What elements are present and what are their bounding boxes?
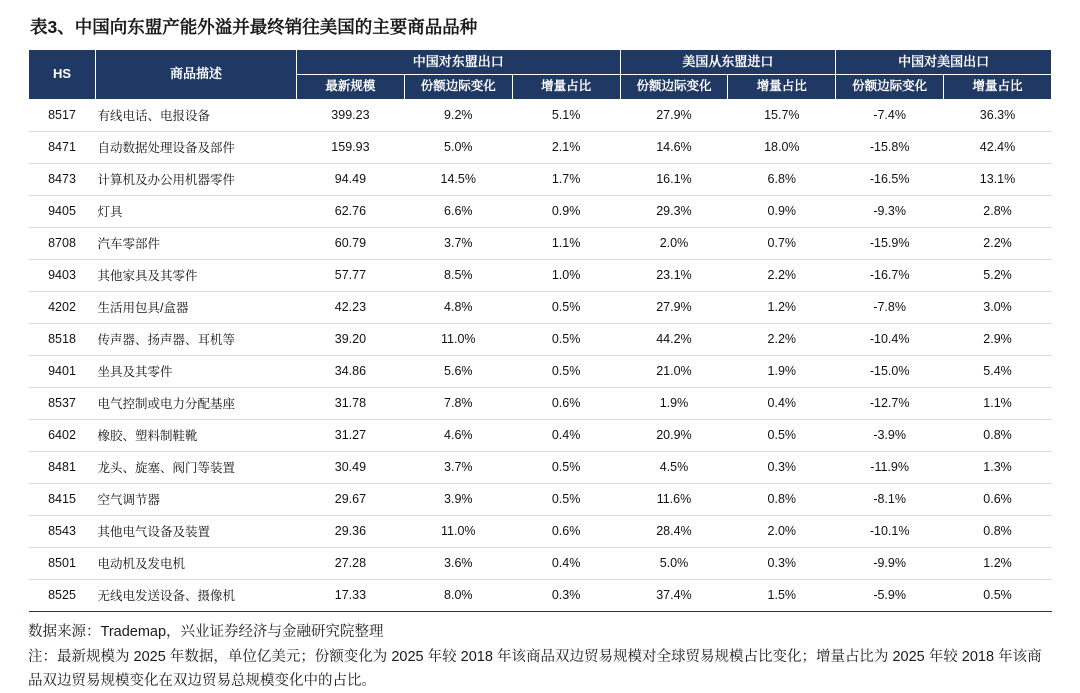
cell-increment-share-1: 0.4%: [512, 547, 620, 579]
table-row: [29, 483, 1052, 515]
cell-share-change-2: 23.1%: [620, 259, 728, 291]
cell-latest-scale: 34.86: [297, 355, 405, 387]
cell-hs: 9405: [29, 195, 96, 227]
cell-share-change-1: 11.0%: [404, 515, 512, 547]
cell-increment-share-3: 42.4%: [944, 131, 1052, 163]
main-data-table: [28, 49, 1052, 612]
table-row: [29, 227, 1052, 259]
cell-share-change-1: 8.0%: [404, 579, 512, 611]
cell-increment-share-2: 0.5%: [728, 419, 836, 451]
group-header-us-from-asean: 美国从东盟进口: [620, 50, 836, 75]
cell-share-change-2: 2.0%: [620, 227, 728, 259]
cell-share-change-3: -16.7%: [836, 259, 944, 291]
cell-increment-share-2: 2.0%: [728, 515, 836, 547]
cell-increment-share-2: 0.7%: [728, 227, 836, 259]
subheader-increment-share-3: 增量占比: [944, 75, 1052, 100]
cell-increment-share-3: 2.8%: [944, 195, 1052, 227]
cell-increment-share-3: 0.6%: [944, 483, 1052, 515]
cell-latest-scale: 57.77: [297, 259, 405, 291]
table-row: [29, 323, 1052, 355]
cell-share-change-3: -10.4%: [836, 323, 944, 355]
cell-increment-share-2: 1.5%: [728, 579, 836, 611]
cell-share-change-3: -12.7%: [836, 387, 944, 419]
cell-increment-share-3: 1.3%: [944, 451, 1052, 483]
cell-share-change-2: 29.3%: [620, 195, 728, 227]
cell-share-change-3: -5.9%: [836, 579, 944, 611]
cell-description: 计算机及办公用机器零件: [96, 163, 297, 195]
cell-share-change-2: 14.6%: [620, 131, 728, 163]
cell-description: 电动机及发电机: [96, 547, 297, 579]
table-row: [29, 131, 1052, 163]
cell-share-change-2: 28.4%: [620, 515, 728, 547]
cell-share-change-3: -8.1%: [836, 483, 944, 515]
table-row: [29, 387, 1052, 419]
cell-share-change-2: 11.6%: [620, 483, 728, 515]
cell-description: 汽车零部件: [96, 227, 297, 259]
cell-share-change-1: 3.7%: [404, 451, 512, 483]
cell-increment-share-1: 0.5%: [512, 451, 620, 483]
cell-increment-share-1: 0.3%: [512, 579, 620, 611]
page-title: 表3、中国向东盟产能外溢并最终销往美国的主要商品品种: [30, 17, 478, 37]
cell-increment-share-1: 0.4%: [512, 419, 620, 451]
cell-share-change-3: -9.3%: [836, 195, 944, 227]
cell-hs: 6402: [29, 419, 96, 451]
cell-share-change-2: 44.2%: [620, 323, 728, 355]
cell-increment-share-1: 2.1%: [512, 131, 620, 163]
cell-increment-share-1: 0.5%: [512, 483, 620, 515]
cell-latest-scale: 94.49: [297, 163, 405, 195]
cell-hs: 8518: [29, 323, 96, 355]
cell-share-change-1: 3.6%: [404, 547, 512, 579]
cell-share-change-1: 8.5%: [404, 259, 512, 291]
cell-description: 其他电气设备及装置: [96, 515, 297, 547]
table-row: [29, 259, 1052, 291]
cell-latest-scale: 39.20: [297, 323, 405, 355]
cell-latest-scale: 17.33: [297, 579, 405, 611]
cell-latest-scale: 62.76: [297, 195, 405, 227]
cell-share-change-1: 9.2%: [404, 99, 512, 131]
cell-share-change-3: -11.9%: [836, 451, 944, 483]
cell-increment-share-2: 18.0%: [728, 131, 836, 163]
cell-increment-share-1: 0.5%: [512, 291, 620, 323]
cell-share-change-3: -15.8%: [836, 131, 944, 163]
cell-share-change-2: 27.9%: [620, 291, 728, 323]
cell-description: 灯具: [96, 195, 297, 227]
cell-share-change-1: 3.9%: [404, 483, 512, 515]
cell-increment-share-3: 0.8%: [944, 515, 1052, 547]
cell-increment-share-3: 2.2%: [944, 227, 1052, 259]
subheader-increment-share-2: 增量占比: [728, 75, 836, 100]
table-row: [29, 515, 1052, 547]
cell-share-change-1: 11.0%: [404, 323, 512, 355]
group-header-china-to-us: 中国对美国出口: [836, 50, 1052, 75]
cell-increment-share-3: 5.4%: [944, 355, 1052, 387]
cell-latest-scale: 31.27: [297, 419, 405, 451]
cell-increment-share-1: 0.6%: [512, 515, 620, 547]
cell-increment-share-1: 0.9%: [512, 195, 620, 227]
cell-increment-share-2: 0.9%: [728, 195, 836, 227]
cell-description: 橡胶、塑料制鞋靴: [96, 419, 297, 451]
cell-increment-share-1: 1.7%: [512, 163, 620, 195]
cell-share-change-2: 5.0%: [620, 547, 728, 579]
table-row: [29, 547, 1052, 579]
cell-share-change-3: -15.9%: [836, 227, 944, 259]
cell-share-change-1: 6.6%: [404, 195, 512, 227]
cell-share-change-1: 3.7%: [404, 227, 512, 259]
table-row: [29, 195, 1052, 227]
cell-share-change-1: 5.0%: [404, 131, 512, 163]
cell-hs: 8708: [29, 227, 96, 259]
cell-share-change-3: -9.9%: [836, 547, 944, 579]
cell-increment-share-1: 1.0%: [512, 259, 620, 291]
cell-share-change-3: -15.0%: [836, 355, 944, 387]
subheader-share-change-3: 份额边际变化: [836, 75, 944, 100]
cell-increment-share-1: 0.6%: [512, 387, 620, 419]
data-source-text: 数据来源：Trademap，兴业证券经济与金融研究院整理: [28, 623, 384, 640]
subheader-share-change-2: 份额边际变化: [620, 75, 728, 100]
cell-hs: 8543: [29, 515, 96, 547]
cell-hs: 8471: [29, 131, 96, 163]
cell-share-change-2: 21.0%: [620, 355, 728, 387]
table-row: [29, 99, 1052, 131]
cell-increment-share-2: 2.2%: [728, 259, 836, 291]
column-header-description: 商品描述: [96, 50, 297, 100]
cell-share-change-1: 5.6%: [404, 355, 512, 387]
cell-increment-share-3: 2.9%: [944, 323, 1052, 355]
table-row: [29, 163, 1052, 195]
cell-share-change-1: 4.6%: [404, 419, 512, 451]
table-body: [29, 99, 1052, 611]
cell-description: 空气调节器: [96, 483, 297, 515]
cell-increment-share-2: 0.8%: [728, 483, 836, 515]
group-header-china-to-asean: 中国对东盟出口: [297, 50, 621, 75]
cell-increment-share-1: 0.5%: [512, 323, 620, 355]
cell-increment-share-2: 1.9%: [728, 355, 836, 387]
cell-increment-share-2: 0.3%: [728, 451, 836, 483]
cell-hs: 8481: [29, 451, 96, 483]
cell-latest-scale: 27.28: [297, 547, 405, 579]
cell-share-change-2: 16.1%: [620, 163, 728, 195]
cell-latest-scale: 60.79: [297, 227, 405, 259]
cell-increment-share-1: 0.5%: [512, 355, 620, 387]
cell-share-change-2: 1.9%: [620, 387, 728, 419]
cell-hs: 8525: [29, 579, 96, 611]
cell-share-change-3: -16.5%: [836, 163, 944, 195]
cell-latest-scale: 29.67: [297, 483, 405, 515]
cell-description: 自动数据处理设备及部件: [96, 131, 297, 163]
table-row: [29, 579, 1052, 611]
cell-increment-share-2: 0.3%: [728, 547, 836, 579]
cell-share-change-3: -7.8%: [836, 291, 944, 323]
cell-increment-share-2: 15.7%: [728, 99, 836, 131]
cell-increment-share-3: 0.8%: [944, 419, 1052, 451]
cell-increment-share-3: 36.3%: [944, 99, 1052, 131]
cell-latest-scale: 42.23: [297, 291, 405, 323]
cell-share-change-2: 4.5%: [620, 451, 728, 483]
cell-increment-share-2: 2.2%: [728, 323, 836, 355]
cell-increment-share-2: 6.8%: [728, 163, 836, 195]
cell-increment-share-2: 0.4%: [728, 387, 836, 419]
table-row: [29, 355, 1052, 387]
cell-increment-share-1: 1.1%: [512, 227, 620, 259]
cell-latest-scale: 159.93: [297, 131, 405, 163]
table-row: [29, 291, 1052, 323]
table-header: [29, 50, 1052, 100]
cell-share-change-3: -10.1%: [836, 515, 944, 547]
cell-latest-scale: 399.23: [297, 99, 405, 131]
cell-hs: 8473: [29, 163, 96, 195]
cell-increment-share-3: 3.0%: [944, 291, 1052, 323]
cell-latest-scale: 29.36: [297, 515, 405, 547]
cell-increment-share-3: 5.2%: [944, 259, 1052, 291]
column-header-hs: HS: [29, 50, 96, 100]
cell-hs: 8517: [29, 99, 96, 131]
table-note-text: 注：最新规模为 2025 年数据，单位亿美元；份额变化为 2025 年较 2018 年该商品双边贸易规模对全球贸易规模占比变化；增量占比为 2025 年较 2018 年该商品双边贸易规模变化在双边贸易总规模变化中的占比。: [28, 649, 1042, 689]
table-row: [29, 451, 1052, 483]
subheader-latest-scale: 最新规模: [297, 75, 405, 100]
cell-share-change-2: 37.4%: [620, 579, 728, 611]
cell-hs: 4202: [29, 291, 96, 323]
cell-increment-share-3: 0.5%: [944, 579, 1052, 611]
cell-hs: 9401: [29, 355, 96, 387]
cell-increment-share-1: 5.1%: [512, 99, 620, 131]
cell-share-change-2: 20.9%: [620, 419, 728, 451]
cell-description: 龙头、旋塞、阀门等装置: [96, 451, 297, 483]
cell-increment-share-2: 1.2%: [728, 291, 836, 323]
cell-description: 生活用包具/盒器: [96, 291, 297, 323]
cell-share-change-3: -3.9%: [836, 419, 944, 451]
cell-share-change-3: -7.4%: [836, 99, 944, 131]
cell-description: 有线电话、电报设备: [96, 99, 297, 131]
cell-hs: 8537: [29, 387, 96, 419]
cell-increment-share-3: 1.1%: [944, 387, 1052, 419]
cell-increment-share-3: 13.1%: [944, 163, 1052, 195]
subheader-share-change-1: 份额边际变化: [404, 75, 512, 100]
cell-latest-scale: 30.49: [297, 451, 405, 483]
cell-share-change-1: 7.8%: [404, 387, 512, 419]
cell-hs: 8501: [29, 547, 96, 579]
subheader-increment-share-1: 增量占比: [512, 75, 620, 100]
cell-latest-scale: 31.78: [297, 387, 405, 419]
table-footer: [28, 621, 1052, 693]
cell-increment-share-3: 1.2%: [944, 547, 1052, 579]
cell-description: 其他家具及其零件: [96, 259, 297, 291]
cell-share-change-2: 27.9%: [620, 99, 728, 131]
cell-description: 传声器、扬声器、耳机等: [96, 323, 297, 355]
cell-hs: 9403: [29, 259, 96, 291]
cell-hs: 8415: [29, 483, 96, 515]
cell-share-change-1: 4.8%: [404, 291, 512, 323]
table-row: [29, 419, 1052, 451]
cell-share-change-1: 14.5%: [404, 163, 512, 195]
cell-description: 无线电发送设备、摄像机: [96, 579, 297, 611]
cell-description: 电气控制或电力分配基座: [96, 387, 297, 419]
table-header-group-row: [29, 50, 1052, 75]
cell-description: 坐具及其零件: [96, 355, 297, 387]
